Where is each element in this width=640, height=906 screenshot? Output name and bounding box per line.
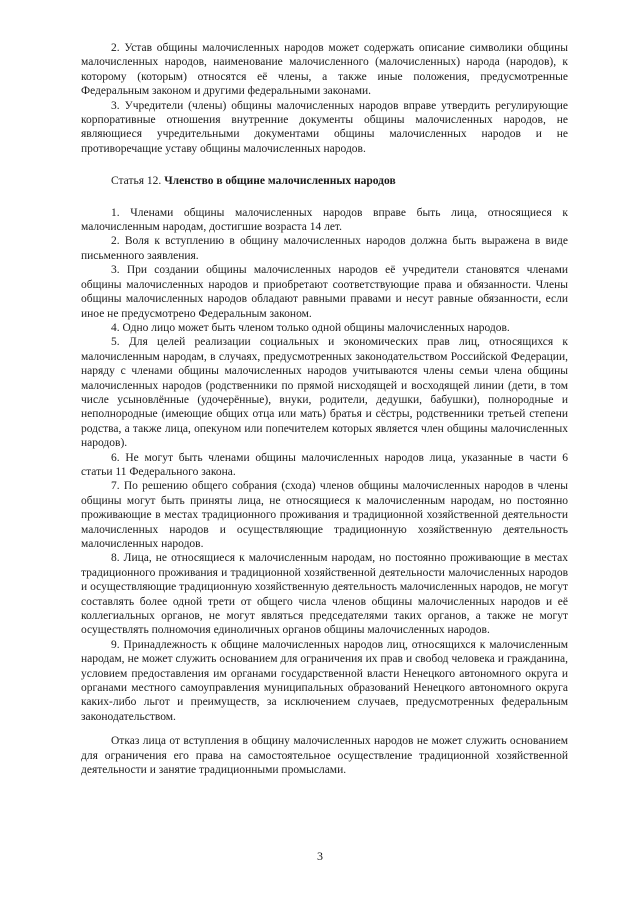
page-number: 3 [317, 849, 323, 863]
article-paragraph-6: 6. Не могут быть членами общины малочисленных народов лица, указанные в части 6 статьи 11 Федерального закона. [81, 451, 568, 478]
intro-paragraph-2: 2. Устав общины малочисленных народов может содержать описание символики общины малочисленных народов, наименование малочисленного (малочисленных) народа (народов), к которому (которым) относятся её члены, а также иные положения, предусмотренные Федеральным законом и другими федеральными законами. [81, 42, 568, 98]
article-paragraph-2: 2. Воля к вступлению в общину малочисленных народов должна быть выражена в виде письменного заявления. [81, 235, 568, 262]
document-text [81, 41, 568, 778]
article-paragraph-4: 4. Одно лицо может быть членом только одной общины малочисленных народов. [111, 321, 510, 334]
article-heading [81, 174, 568, 188]
article-paragraph-7: 7. По решению общего собрания (схода) членов общины малочисленных народов в члены общины могут быть приняты лица, не относящиеся к малочисленным народам, но постоянно проживающие в местах традиционного проживания и традиционной хозяйственной деятельности малочисленных народов и осуществляющие традиционную хозяйственную деятельность малочисленных народов. [81, 480, 568, 550]
article-paragraph-1: 1. Членами общины малочисленных народов вправе быть лица, относящиеся к малочисленным народам, достигшие возраста 14 лет. [81, 206, 568, 234]
article-paragraph-5: 5. Для целей реализации социальных и экономических прав лиц, относящихся к малочисленным народам, в случаях, предусмотренных законодательством Российской Федерации, наряду с членами общины малочисленных народов учитываются члены семьи члена общины малочисленных народов (родственники по прямой нисходящей и восходящей линии (дети, в том числе усыновлённые (удочерённые), внуки, родители, дедушки, бабушки), полнородные и неполнородные (имеющие общих отца или мать) братья и сёстры, родственники третьей степени родства, а также лица, опекуном или попечителем которых является член общины малочисленных народов). [81, 336, 568, 450]
article-number: Статья 12. [111, 175, 162, 188]
article-paragraph-3: 3. При создании общины малочисленных народов её учредители становятся членами общины малочисленных народов и приобретают соответствующие права и обязанности. Члены общины малочисленных народов обладают равными правами и несут равные обязанности, если иное не предусмотрено Федеральным законом. [81, 264, 568, 320]
article-paragraph-8: 8. Лица, не относящиеся к малочисленным народам, но постоянно проживающие в местах традиционного проживания и традиционной хозяйственной деятельности малочисленных народов и осуществляющие традиционную хозяйственную деятельность малочисленных народов, не могут составлять более одной трети от общего числа членов общины малочисленных народов и её коллегиальных органов, не могут являться председателями таких органов, а также не могут осуществлять полномочия единоличных органов общины малочисленных народов. [81, 552, 568, 637]
article-paragraph-refusal: Отказ лица от вступления в общину малочисленных народов не может служить основанием для ограничения его права на самостоятельное осуществление традиционной хозяйственной деятельности и занятие традиционными промыслами. [81, 735, 568, 777]
intro-paragraph-3: 3. Учредители (члены) общины малочисленных народов вправе утвердить регулирующие корпоративные отношения внутренние документы общины малочисленных народов, не являющиеся учредительными документами общины малочисленных народов и не противоречащие уставу общины малочисленных народов. [81, 99, 568, 155]
article-paragraph-9: 9. Принадлежность к общине малочисленных народов лиц, относящихся к малочисленным народам, не может служить основанием для ограничения их прав и свобод человека и гражданина, условием предоставления им органами государственной власти Ненецкого автономного округа и органами местного самоуправления муниципальных образований Ненецкого автономного округа каких-либо льгот и преимуществ, за исключением случаев, предусмотренных федеральным законодательством. [81, 638, 568, 723]
article-title: Членство в общине малочисленных народов [164, 175, 396, 188]
